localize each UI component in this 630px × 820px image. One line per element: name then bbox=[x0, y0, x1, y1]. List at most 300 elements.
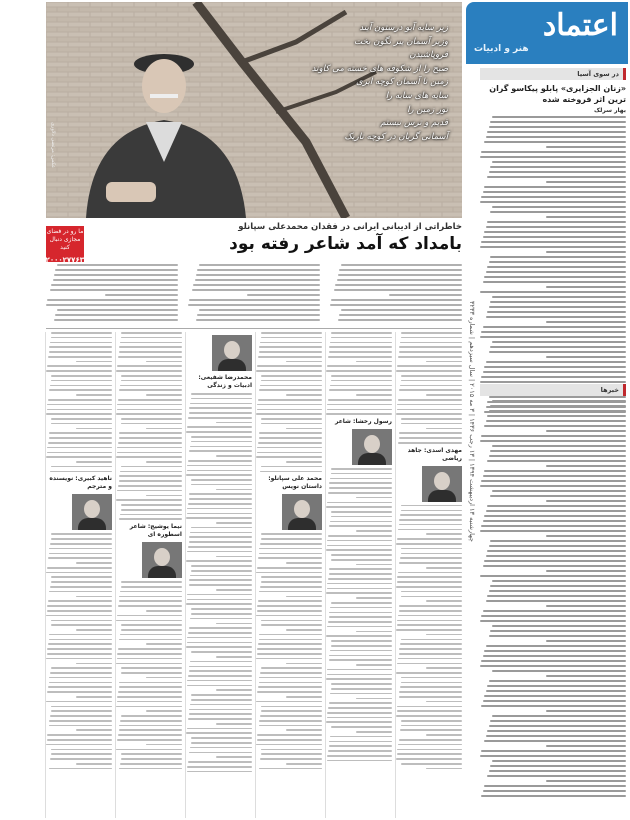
text-line bbox=[146, 394, 182, 396]
text-line bbox=[49, 725, 112, 727]
text-line bbox=[188, 761, 252, 763]
text-line bbox=[329, 616, 392, 618]
text-line bbox=[49, 346, 112, 348]
text-line bbox=[481, 660, 626, 662]
text-line bbox=[191, 441, 252, 443]
text-line bbox=[487, 730, 626, 732]
text-line bbox=[356, 631, 392, 633]
text-line bbox=[257, 409, 322, 411]
text-line bbox=[490, 301, 626, 303]
text-line bbox=[490, 346, 626, 348]
text-line bbox=[489, 725, 626, 727]
column-subhead: ناهید کبیری: نویسنده و مترجم bbox=[49, 475, 112, 491]
text-line bbox=[335, 284, 462, 286]
text-line bbox=[121, 504, 182, 506]
text-line bbox=[187, 513, 252, 515]
text-line bbox=[192, 289, 320, 291]
text-line bbox=[256, 658, 322, 660]
text-line bbox=[257, 691, 322, 693]
text-line bbox=[396, 586, 462, 588]
text-line bbox=[47, 404, 112, 406]
text-line bbox=[487, 415, 626, 417]
text-line bbox=[329, 568, 392, 570]
text-line bbox=[48, 600, 112, 602]
text-line bbox=[328, 535, 392, 537]
text-line bbox=[546, 286, 626, 288]
text-line bbox=[116, 456, 182, 458]
text-line bbox=[257, 739, 322, 741]
text-line bbox=[286, 763, 322, 765]
text-line bbox=[328, 621, 392, 623]
text-line bbox=[261, 576, 322, 578]
text-line bbox=[261, 667, 322, 669]
text-line bbox=[46, 615, 112, 617]
text-line bbox=[191, 742, 252, 744]
text-line bbox=[326, 721, 392, 723]
text-line bbox=[189, 412, 252, 414]
text-line bbox=[261, 423, 322, 425]
text-line bbox=[484, 740, 626, 742]
text-line bbox=[49, 548, 112, 550]
text-line bbox=[484, 425, 626, 427]
text-column bbox=[255, 332, 322, 818]
text-line bbox=[259, 553, 322, 555]
text-line bbox=[399, 389, 462, 391]
text-line bbox=[54, 319, 178, 321]
text-line bbox=[480, 575, 626, 577]
text-line bbox=[401, 639, 462, 641]
text-line bbox=[118, 605, 182, 607]
text-line bbox=[121, 586, 182, 588]
text-line bbox=[49, 437, 112, 439]
text-line bbox=[399, 524, 462, 526]
text-line bbox=[327, 755, 392, 757]
text-line bbox=[489, 351, 626, 353]
text-line bbox=[397, 706, 462, 708]
poem-overlay bbox=[258, 22, 448, 144]
text-line bbox=[146, 643, 182, 645]
text-line bbox=[480, 485, 626, 487]
text-line bbox=[484, 141, 626, 143]
text-line bbox=[121, 380, 182, 382]
text-line bbox=[257, 734, 322, 736]
text-line bbox=[76, 663, 112, 665]
text-line bbox=[189, 407, 252, 409]
text-line bbox=[399, 691, 462, 693]
text-line bbox=[327, 583, 392, 585]
text-line bbox=[261, 538, 322, 540]
text-line bbox=[46, 304, 178, 306]
text-line bbox=[492, 715, 626, 717]
text-line bbox=[326, 678, 392, 680]
text-line bbox=[216, 589, 252, 591]
text-line bbox=[546, 321, 626, 323]
text-line bbox=[426, 701, 462, 703]
text-line bbox=[546, 780, 626, 782]
text-line bbox=[546, 430, 626, 432]
text-line bbox=[117, 409, 182, 411]
text-line bbox=[487, 266, 626, 268]
text-line bbox=[260, 758, 322, 760]
text-line bbox=[121, 753, 182, 755]
text-line bbox=[256, 456, 322, 458]
text-line bbox=[116, 620, 182, 622]
text-line bbox=[216, 723, 252, 725]
text-line bbox=[261, 710, 322, 712]
text-line bbox=[189, 666, 252, 668]
text-line bbox=[487, 685, 626, 687]
text-line bbox=[356, 394, 392, 396]
text-line bbox=[400, 686, 462, 688]
article-columns bbox=[46, 332, 462, 818]
text-line bbox=[492, 625, 626, 627]
text-line bbox=[116, 413, 182, 415]
text-line bbox=[197, 314, 320, 316]
text-line bbox=[261, 753, 322, 755]
text-line bbox=[187, 685, 252, 687]
text-line bbox=[326, 370, 392, 372]
text-line bbox=[119, 686, 182, 688]
text-line bbox=[118, 691, 182, 693]
text-column bbox=[45, 332, 112, 818]
text-line bbox=[76, 696, 112, 698]
text-line bbox=[119, 518, 182, 520]
text-line bbox=[481, 241, 626, 243]
text-line bbox=[401, 725, 462, 727]
text-line bbox=[51, 710, 112, 712]
text-line bbox=[258, 442, 322, 444]
text-line bbox=[401, 677, 462, 679]
text-line bbox=[492, 760, 626, 762]
text-line bbox=[484, 276, 626, 278]
text-line bbox=[116, 663, 182, 665]
text-line bbox=[400, 643, 462, 645]
text-line bbox=[487, 311, 626, 313]
text-line bbox=[397, 620, 462, 622]
text-line bbox=[331, 726, 392, 728]
text-line bbox=[399, 653, 462, 655]
text-line bbox=[187, 426, 252, 428]
text-line bbox=[261, 418, 322, 420]
text-line bbox=[50, 543, 112, 545]
text-line bbox=[490, 630, 626, 632]
text-line bbox=[51, 581, 112, 583]
text-line bbox=[546, 500, 626, 502]
text-line bbox=[117, 365, 182, 367]
text-line bbox=[121, 672, 182, 674]
text-line bbox=[486, 226, 626, 228]
text-line bbox=[260, 543, 322, 545]
text-line bbox=[51, 624, 112, 626]
text-line bbox=[49, 389, 112, 391]
text-line bbox=[120, 591, 182, 593]
sidebar-news bbox=[480, 384, 626, 800]
text-line bbox=[259, 346, 322, 348]
text-line bbox=[329, 346, 392, 348]
text-line bbox=[341, 309, 462, 311]
text-line bbox=[216, 422, 252, 424]
text-line bbox=[146, 710, 182, 712]
text-line bbox=[119, 437, 182, 439]
text-line bbox=[186, 517, 252, 519]
text-line bbox=[189, 493, 252, 495]
text-line bbox=[260, 586, 322, 588]
text-line bbox=[331, 602, 392, 604]
sidebar-section-label: در سوی آسیا bbox=[480, 68, 626, 80]
text-line bbox=[481, 795, 626, 797]
text-line bbox=[191, 484, 252, 486]
text-line bbox=[46, 572, 112, 574]
text-line bbox=[216, 455, 252, 457]
text-line bbox=[47, 734, 112, 736]
text-line bbox=[327, 626, 392, 628]
text-line bbox=[481, 750, 626, 752]
text-line bbox=[546, 570, 626, 572]
text-line bbox=[399, 610, 462, 612]
text-line bbox=[327, 669, 392, 671]
text-line bbox=[191, 570, 252, 572]
text-line bbox=[48, 442, 112, 444]
text-line bbox=[327, 404, 392, 406]
text-line bbox=[257, 452, 322, 454]
text-line bbox=[190, 403, 252, 405]
portrait-photo bbox=[212, 335, 252, 371]
text-line bbox=[50, 471, 112, 473]
text-line bbox=[51, 753, 112, 755]
text-line bbox=[401, 763, 462, 765]
text-line bbox=[46, 413, 112, 415]
text-line bbox=[261, 375, 322, 377]
text-line bbox=[399, 739, 462, 741]
text-line bbox=[187, 551, 252, 553]
text-line bbox=[120, 342, 182, 344]
text-line bbox=[483, 520, 626, 522]
text-line bbox=[331, 299, 462, 301]
text-line bbox=[483, 565, 626, 567]
text-line bbox=[426, 768, 462, 770]
text-line bbox=[339, 314, 462, 316]
column-subhead: محمدرضا شفیعی: ادبیات و زندگی bbox=[198, 374, 252, 389]
text-line bbox=[121, 629, 182, 631]
text-line bbox=[329, 745, 392, 747]
text-line bbox=[121, 332, 182, 334]
text-column bbox=[115, 332, 182, 818]
poem-line: قدیم و ترس نیستم bbox=[380, 118, 448, 129]
text-line bbox=[46, 370, 112, 372]
text-line bbox=[483, 326, 626, 328]
text-line bbox=[286, 428, 322, 430]
text-line bbox=[330, 342, 392, 344]
text-line bbox=[401, 332, 462, 334]
text-line bbox=[49, 677, 112, 679]
text-line bbox=[399, 562, 462, 564]
text-line bbox=[50, 586, 112, 588]
text-line bbox=[48, 686, 112, 688]
text-line bbox=[186, 603, 252, 605]
text-line bbox=[119, 682, 182, 684]
text-line bbox=[426, 567, 462, 569]
text-line bbox=[259, 437, 322, 439]
text-line bbox=[546, 605, 626, 607]
text-line bbox=[259, 591, 322, 593]
text-line bbox=[356, 530, 392, 532]
column-subhead: مهدی اسدی: جاهد ریاضی bbox=[407, 446, 462, 462]
text-line bbox=[426, 428, 462, 430]
text-line bbox=[490, 495, 626, 497]
text-line bbox=[481, 525, 626, 527]
text-line bbox=[489, 410, 626, 412]
text-line bbox=[187, 470, 252, 472]
text-line bbox=[490, 166, 626, 168]
text-line bbox=[216, 489, 252, 491]
text-column bbox=[185, 332, 252, 818]
text-line bbox=[261, 466, 322, 468]
text-line bbox=[216, 689, 252, 691]
text-line bbox=[188, 304, 320, 306]
text-line bbox=[259, 634, 322, 636]
text-line bbox=[119, 389, 182, 391]
poem-line: وزیر آسمان پیر نگون بخت bbox=[354, 36, 448, 47]
text-line bbox=[397, 581, 462, 583]
text-line bbox=[481, 480, 626, 482]
text-line bbox=[356, 361, 392, 363]
text-line bbox=[327, 712, 392, 714]
text-line bbox=[47, 653, 112, 655]
text-line bbox=[480, 336, 626, 338]
text-line bbox=[146, 744, 182, 746]
text-line bbox=[327, 674, 392, 676]
text-line bbox=[196, 274, 320, 276]
text-line bbox=[261, 624, 322, 626]
text-line bbox=[121, 337, 182, 339]
text-line bbox=[339, 269, 462, 271]
text-line bbox=[76, 361, 112, 363]
text-line bbox=[481, 151, 626, 153]
photo-credit: عکس: مرتضی دلاوری bbox=[50, 122, 56, 169]
text-line bbox=[326, 592, 392, 594]
text-line bbox=[257, 447, 322, 449]
text-line bbox=[191, 398, 252, 400]
text-line bbox=[286, 729, 322, 731]
text-line bbox=[146, 677, 182, 679]
text-line bbox=[286, 696, 322, 698]
text-line bbox=[396, 629, 462, 631]
text-line bbox=[330, 304, 462, 306]
text-line bbox=[328, 750, 392, 752]
text-line bbox=[51, 538, 112, 540]
text-line bbox=[191, 479, 252, 481]
text-line bbox=[486, 271, 626, 273]
text-line bbox=[400, 385, 462, 387]
text-line bbox=[334, 289, 462, 291]
text-line bbox=[490, 121, 626, 123]
text-line bbox=[46, 658, 112, 660]
text-line bbox=[256, 370, 322, 372]
text-line bbox=[486, 555, 626, 557]
text-line bbox=[51, 533, 112, 535]
sidebar-article-title: «زنان الجزایری» پابلو پیکاسو گران ترین اثر فروخته شده bbox=[489, 84, 626, 104]
text-line bbox=[546, 465, 626, 467]
text-line bbox=[483, 191, 626, 193]
promo-number: ۲۰۰۰۲۷۷۶۳ bbox=[45, 256, 84, 264]
promo-stamp bbox=[46, 226, 84, 262]
sidebar-article-body bbox=[480, 116, 626, 413]
text-line bbox=[330, 521, 392, 523]
text-line bbox=[118, 485, 182, 487]
text-line bbox=[189, 299, 320, 301]
text-line bbox=[117, 615, 182, 617]
text-line bbox=[76, 428, 112, 430]
text-line bbox=[51, 423, 112, 425]
text-line bbox=[117, 658, 182, 660]
text-line bbox=[546, 640, 626, 642]
text-line bbox=[401, 682, 462, 684]
text-line bbox=[190, 661, 252, 663]
text-line bbox=[483, 700, 626, 702]
text-line bbox=[189, 536, 252, 538]
text-line bbox=[328, 707, 392, 709]
text-line bbox=[546, 535, 626, 537]
text-line bbox=[329, 612, 392, 614]
sidebar-byline: بهار سرلک bbox=[593, 107, 626, 114]
text-line bbox=[356, 497, 392, 499]
text-line bbox=[51, 380, 112, 382]
text-line bbox=[397, 365, 462, 367]
text-line bbox=[546, 216, 626, 218]
text-line bbox=[190, 446, 252, 448]
text-line bbox=[187, 728, 252, 730]
text-line bbox=[120, 514, 182, 516]
text-line bbox=[49, 553, 112, 555]
lead-column bbox=[330, 264, 462, 324]
text-line bbox=[401, 720, 462, 722]
text-line bbox=[119, 475, 182, 477]
text-line bbox=[484, 186, 626, 188]
text-line bbox=[286, 394, 322, 396]
text-line bbox=[118, 356, 182, 358]
text-line bbox=[117, 452, 182, 454]
text-line bbox=[118, 734, 182, 736]
text-line bbox=[486, 735, 626, 737]
text-line bbox=[50, 289, 178, 291]
text-line bbox=[490, 211, 626, 213]
text-line bbox=[119, 725, 182, 727]
text-line bbox=[331, 468, 392, 470]
text-line bbox=[356, 698, 392, 700]
text-line bbox=[49, 634, 112, 636]
text-line bbox=[487, 595, 626, 597]
text-line bbox=[486, 690, 626, 692]
text-line bbox=[401, 596, 462, 598]
text-line bbox=[400, 514, 462, 516]
text-line bbox=[257, 567, 322, 569]
text-line bbox=[50, 342, 112, 344]
poem-line: فروپاشیدن bbox=[409, 50, 448, 61]
text-line bbox=[257, 648, 322, 650]
text-line bbox=[50, 715, 112, 717]
poem-line: آسمانی گریان در کوچه تاریک bbox=[344, 131, 448, 142]
text-line bbox=[401, 418, 462, 420]
portrait-photo bbox=[72, 494, 112, 530]
text-line bbox=[487, 505, 626, 507]
text-line bbox=[186, 474, 252, 476]
text-line bbox=[258, 557, 322, 559]
text-line bbox=[51, 337, 112, 339]
text-line bbox=[188, 632, 252, 634]
text-line bbox=[399, 346, 462, 348]
text-line bbox=[121, 581, 182, 583]
text-line bbox=[258, 356, 322, 358]
